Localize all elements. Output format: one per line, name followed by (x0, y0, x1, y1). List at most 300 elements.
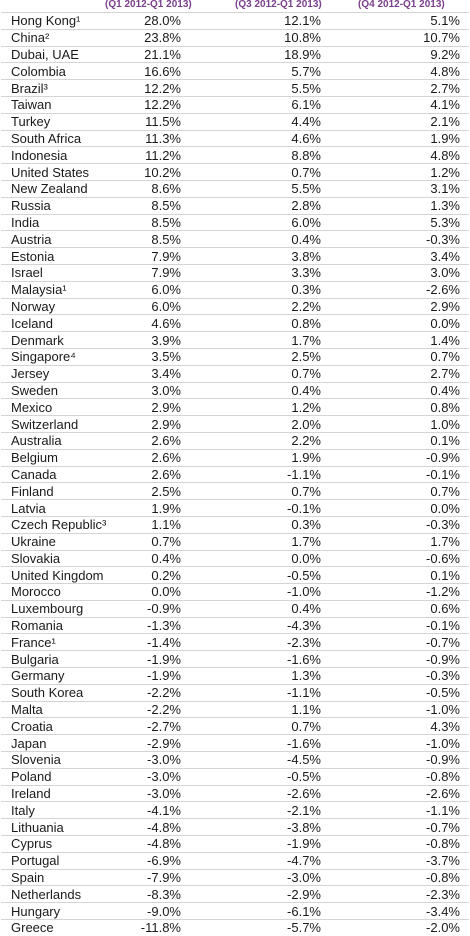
q4-2012-q1-2013-cell: 2.9% (415, 298, 460, 315)
table-row (1, 147, 469, 164)
q1-2012-q1-2013-cell: -4.8% (129, 836, 181, 853)
q1-2012-q1-2013-cell: 2.6% (129, 449, 181, 466)
spacer-cell (181, 516, 265, 533)
spacer-cell (181, 533, 265, 550)
spacer-cell (181, 500, 265, 517)
country-cell: Denmark (1, 332, 129, 349)
spacer-cell (321, 332, 415, 349)
q3-2012-q1-2013-cell: -2.6% (265, 785, 321, 802)
spacer-cell (460, 432, 469, 449)
table-row (1, 416, 469, 433)
spacer-cell (181, 29, 265, 46)
spacer-cell (181, 684, 265, 701)
spacer-cell (321, 432, 415, 449)
q1-2012-q1-2013-cell: 8.6% (129, 180, 181, 197)
spacer-cell (460, 903, 469, 920)
q3-2012-q1-2013-cell: -3.0% (265, 869, 321, 886)
q1-2012-q1-2013-cell: 7.9% (129, 248, 181, 265)
country-cell: Netherlands (1, 886, 129, 903)
q1-2012-q1-2013-cell: -1.9% (129, 668, 181, 685)
q3-2012-q1-2013-cell: -1.6% (265, 651, 321, 668)
q4-2012-q1-2013-cell: -0.7% (415, 819, 460, 836)
country-cell: Taiwan (1, 96, 129, 113)
country-cell: Malta (1, 701, 129, 718)
q3-2012-q1-2013-cell: -1.9% (265, 836, 321, 853)
spacer-cell (460, 533, 469, 550)
spacer-cell (181, 332, 265, 349)
country-cell: Dubai, UAE (1, 46, 129, 63)
spacer-cell (181, 432, 265, 449)
spacer-cell (181, 180, 265, 197)
table-row (1, 567, 469, 584)
q1-2012-q1-2013-cell: -0.9% (129, 600, 181, 617)
q3-2012-q1-2013-cell: -0.1% (265, 500, 321, 517)
spacer-cell (181, 214, 265, 231)
q4-2012-q1-2013-cell: 2.1% (415, 113, 460, 130)
spacer-cell (460, 584, 469, 601)
q3-2012-q1-2013-cell: -0.5% (265, 768, 321, 785)
spacer-cell (181, 382, 265, 399)
spacer-cell (181, 584, 265, 601)
q3-2012-q1-2013-cell: 0.8% (265, 315, 321, 332)
table-body (1, 13, 469, 936)
q4-2012-q1-2013-cell: -0.9% (415, 752, 460, 769)
spacer-cell (460, 264, 469, 281)
q1-2012-q1-2013-cell: -11.8% (129, 920, 181, 936)
country-cell: New Zealand (1, 180, 129, 197)
q4-2012-q1-2013-cell: -2.6% (415, 281, 460, 298)
country-cell: Poland (1, 768, 129, 785)
table-row (1, 315, 469, 332)
table-row (1, 886, 469, 903)
spacer-cell (321, 130, 415, 147)
spacer-cell (321, 752, 415, 769)
q4-2012-q1-2013-cell: 4.1% (415, 96, 460, 113)
table-row (1, 298, 469, 315)
q4-2012-q1-2013-cell: -2.0% (415, 920, 460, 936)
country-cell: Hungary (1, 903, 129, 920)
country-cell: Belgium (1, 449, 129, 466)
table-row (1, 819, 469, 836)
spacer-cell (460, 550, 469, 567)
spacer-cell (181, 113, 265, 130)
spacer-cell (460, 752, 469, 769)
q1-2012-q1-2013-cell: 8.5% (129, 197, 181, 214)
table-row (1, 718, 469, 735)
q4-2012-q1-2013-cell: -0.3% (415, 516, 460, 533)
q4-2012-q1-2013-cell: 4.8% (415, 147, 460, 164)
spacer-cell (321, 668, 415, 685)
country-cell: Indonesia (1, 147, 129, 164)
spacer-cell (321, 248, 415, 265)
table-row (1, 264, 469, 281)
spacer-cell (321, 80, 415, 97)
q3-2012-q1-2013-cell: 1.3% (265, 668, 321, 685)
spacer-cell (181, 13, 265, 30)
table-row (1, 365, 469, 382)
q3-2012-q1-2013-cell: 3.3% (265, 264, 321, 281)
spacer-cell (321, 214, 415, 231)
q1-2012-q1-2013-cell: 3.0% (129, 382, 181, 399)
spacer-cell (321, 634, 415, 651)
table-row (1, 449, 469, 466)
spacer-cell (321, 180, 415, 197)
country-cell: Portugal (1, 852, 129, 869)
spacer-cell (460, 147, 469, 164)
spacer-cell (181, 903, 265, 920)
spacer-cell (181, 416, 265, 433)
q3-2012-q1-2013-cell: 2.8% (265, 197, 321, 214)
country-cell: Spain (1, 869, 129, 886)
table-row (1, 348, 469, 365)
spacer-cell (460, 29, 469, 46)
q4-2012-q1-2013-cell: -1.0% (415, 701, 460, 718)
q1-2012-q1-2013-cell: -9.0% (129, 903, 181, 920)
spacer-cell (181, 819, 265, 836)
q3-2012-q1-2013-cell: 1.7% (265, 533, 321, 550)
spacer-cell (321, 147, 415, 164)
table-row (1, 13, 469, 30)
spacer-cell (460, 802, 469, 819)
country-cell: United Kingdom (1, 567, 129, 584)
table-row (1, 802, 469, 819)
country-cell: United States (1, 164, 129, 181)
country-cell: Croatia (1, 718, 129, 735)
spacer-cell (181, 735, 265, 752)
q3-2012-q1-2013-cell: 0.4% (265, 231, 321, 248)
q3-2012-q1-2013-cell: 18.9% (265, 46, 321, 63)
q3-2012-q1-2013-cell: -6.1% (265, 903, 321, 920)
q1-2012-q1-2013-cell: 0.2% (129, 567, 181, 584)
table-row (1, 516, 469, 533)
table-row (1, 852, 469, 869)
spacer-cell (321, 533, 415, 550)
table-row (1, 684, 469, 701)
q3-2012-q1-2013-cell: 0.7% (265, 718, 321, 735)
q1-2012-q1-2013-cell: 0.4% (129, 550, 181, 567)
price-change-table-page (1, 0, 469, 936)
q1-2012-q1-2013-cell: -4.8% (129, 819, 181, 836)
spacer-cell (321, 29, 415, 46)
country-cell: France¹ (1, 634, 129, 651)
q3-2012-q1-2013-cell: -2.3% (265, 634, 321, 651)
spacer-cell (321, 13, 415, 30)
q1-2012-q1-2013-cell: 23.8% (129, 29, 181, 46)
country-cell: Morocco (1, 584, 129, 601)
spacer-cell (321, 500, 415, 517)
spacer-cell (321, 718, 415, 735)
spacer-cell (181, 718, 265, 735)
q1-2012-q1-2013-cell: -2.2% (129, 701, 181, 718)
table-row (1, 903, 469, 920)
spacer-cell (321, 516, 415, 533)
spacer-cell (181, 668, 265, 685)
spacer-cell (460, 567, 469, 584)
q1-2012-q1-2013-cell: 12.2% (129, 96, 181, 113)
q3-2012-q1-2013-cell: 0.3% (265, 516, 321, 533)
table-row (1, 836, 469, 853)
q1-2012-q1-2013-cell: 2.9% (129, 416, 181, 433)
q3-2012-q1-2013-cell: 3.8% (265, 248, 321, 265)
q1-2012-q1-2013-cell: 6.0% (129, 298, 181, 315)
spacer-cell (460, 852, 469, 869)
spacer-cell (321, 567, 415, 584)
spacer-cell (321, 348, 415, 365)
spacer-cell (321, 46, 415, 63)
spacer-cell (321, 63, 415, 80)
q3-2012-q1-2013-cell: 4.6% (265, 130, 321, 147)
spacer-cell (460, 46, 469, 63)
q4-2012-q1-2013-cell: 0.6% (415, 600, 460, 617)
country-cell: Canada (1, 466, 129, 483)
q1-2012-q1-2013-cell: 2.6% (129, 466, 181, 483)
q3-2012-q1-2013-cell: 1.1% (265, 701, 321, 718)
q4-2012-q1-2013-cell: 2.7% (415, 365, 460, 382)
spacer-cell (321, 920, 415, 936)
q1-2012-q1-2013-cell: 21.1% (129, 46, 181, 63)
q1-2012-q1-2013-cell: 10.2% (129, 164, 181, 181)
country-cell: Latvia (1, 500, 129, 517)
q4-2012-q1-2013-cell: -0.8% (415, 768, 460, 785)
spacer-cell (181, 920, 265, 936)
q4-2012-q1-2013-cell: 4.8% (415, 63, 460, 80)
table-row (1, 869, 469, 886)
spacer-cell (460, 634, 469, 651)
spacer-cell (460, 651, 469, 668)
spacer-cell (460, 197, 469, 214)
spacer-cell (460, 449, 469, 466)
country-cell: Israel (1, 264, 129, 281)
country-cell: Germany (1, 668, 129, 685)
country-cell: Ireland (1, 785, 129, 802)
spacer-cell (181, 248, 265, 265)
spacer-cell (460, 701, 469, 718)
q1-2012-q1-2013-cell: 12.2% (129, 80, 181, 97)
spacer-cell (460, 348, 469, 365)
spacer-cell (181, 617, 265, 634)
q1-2012-q1-2013-cell: -1.9% (129, 651, 181, 668)
table-row (1, 483, 469, 500)
q3-2012-q1-2013-cell: 0.3% (265, 281, 321, 298)
q4-2012-q1-2013-cell: -0.1% (415, 466, 460, 483)
spacer-cell (321, 399, 415, 416)
table-row (1, 785, 469, 802)
q1-2012-q1-2013-cell: 3.9% (129, 332, 181, 349)
spacer-cell (460, 466, 469, 483)
spacer-cell (181, 600, 265, 617)
spacer-cell (321, 701, 415, 718)
q3-2012-q1-2013-cell: -4.3% (265, 617, 321, 634)
spacer-cell (460, 130, 469, 147)
spacer-cell (460, 113, 469, 130)
q4-2012-q1-2013-cell: -1.0% (415, 735, 460, 752)
table-row (1, 180, 469, 197)
header-q4-2012-q1-2013: (Q4 2012-Q1 2013) (358, 0, 445, 10)
spacer-cell (321, 684, 415, 701)
spacer-cell (321, 651, 415, 668)
q4-2012-q1-2013-cell: 3.4% (415, 248, 460, 265)
q4-2012-q1-2013-cell: 5.1% (415, 13, 460, 30)
q3-2012-q1-2013-cell: 6.0% (265, 214, 321, 231)
spacer-cell (181, 550, 265, 567)
q1-2012-q1-2013-cell: 1.1% (129, 516, 181, 533)
q3-2012-q1-2013-cell: 5.5% (265, 180, 321, 197)
spacer-cell (460, 231, 469, 248)
spacer-cell (321, 281, 415, 298)
q1-2012-q1-2013-cell: -1.4% (129, 634, 181, 651)
q1-2012-q1-2013-cell: 2.9% (129, 399, 181, 416)
q4-2012-q1-2013-cell: -0.9% (415, 651, 460, 668)
spacer-cell (181, 164, 265, 181)
table-row (1, 382, 469, 399)
country-cell: Mexico (1, 399, 129, 416)
table-row (1, 399, 469, 416)
spacer-cell (181, 466, 265, 483)
spacer-cell (460, 500, 469, 517)
spacer-cell (181, 96, 265, 113)
spacer-cell (321, 852, 415, 869)
table-row (1, 130, 469, 147)
spacer-cell (321, 416, 415, 433)
spacer-cell (181, 298, 265, 315)
q1-2012-q1-2013-cell: 28.0% (129, 13, 181, 30)
q4-2012-q1-2013-cell: -0.3% (415, 668, 460, 685)
spacer-cell (321, 836, 415, 853)
spacer-cell (460, 886, 469, 903)
country-cell: Romania (1, 617, 129, 634)
table-row (1, 80, 469, 97)
q1-2012-q1-2013-cell: 8.5% (129, 231, 181, 248)
spacer-cell (321, 315, 415, 332)
country-cell: Estonia (1, 248, 129, 265)
table-row (1, 197, 469, 214)
q4-2012-q1-2013-cell: 2.7% (415, 80, 460, 97)
table-row (1, 584, 469, 601)
q3-2012-q1-2013-cell: 1.2% (265, 399, 321, 416)
spacer-cell (321, 382, 415, 399)
spacer-cell (460, 483, 469, 500)
q1-2012-q1-2013-cell: 11.2% (129, 147, 181, 164)
spacer-cell (460, 735, 469, 752)
country-cell: Ukraine (1, 533, 129, 550)
q4-2012-q1-2013-cell: -0.5% (415, 684, 460, 701)
q3-2012-q1-2013-cell: -2.1% (265, 802, 321, 819)
q4-2012-q1-2013-cell: 1.2% (415, 164, 460, 181)
spacer-cell (181, 197, 265, 214)
table-row (1, 281, 469, 298)
q3-2012-q1-2013-cell: -0.5% (265, 567, 321, 584)
q4-2012-q1-2013-cell: -0.8% (415, 869, 460, 886)
column-header-row (1, 0, 469, 12)
q4-2012-q1-2013-cell: -0.7% (415, 634, 460, 651)
q1-2012-q1-2013-cell: 0.7% (129, 533, 181, 550)
spacer-cell (460, 96, 469, 113)
country-cell: Greece (1, 920, 129, 936)
q3-2012-q1-2013-cell: 2.2% (265, 298, 321, 315)
q3-2012-q1-2013-cell: 0.4% (265, 382, 321, 399)
table-row (1, 113, 469, 130)
country-cell: Russia (1, 197, 129, 214)
q3-2012-q1-2013-cell: 1.7% (265, 332, 321, 349)
q4-2012-q1-2013-cell: 0.1% (415, 567, 460, 584)
q4-2012-q1-2013-cell: -2.6% (415, 785, 460, 802)
table-row (1, 96, 469, 113)
country-cell: Japan (1, 735, 129, 752)
spacer-cell (321, 869, 415, 886)
q4-2012-q1-2013-cell: 1.0% (415, 416, 460, 433)
spacer-cell (321, 483, 415, 500)
q4-2012-q1-2013-cell: 1.3% (415, 197, 460, 214)
country-cell: Norway (1, 298, 129, 315)
table-row (1, 651, 469, 668)
q3-2012-q1-2013-cell: -5.7% (265, 920, 321, 936)
q4-2012-q1-2013-cell: 10.7% (415, 29, 460, 46)
q3-2012-q1-2013-cell: -1.6% (265, 735, 321, 752)
spacer-cell (321, 164, 415, 181)
q3-2012-q1-2013-cell: 1.9% (265, 449, 321, 466)
spacer-cell (321, 298, 415, 315)
table-row (1, 533, 469, 550)
q4-2012-q1-2013-cell: -3.7% (415, 852, 460, 869)
country-cell: Malaysia¹ (1, 281, 129, 298)
q3-2012-q1-2013-cell: 8.8% (265, 147, 321, 164)
q3-2012-q1-2013-cell: 10.8% (265, 29, 321, 46)
spacer-cell (321, 231, 415, 248)
q4-2012-q1-2013-cell: -1.2% (415, 584, 460, 601)
country-cell: Luxembourg (1, 600, 129, 617)
q4-2012-q1-2013-cell: -0.9% (415, 449, 460, 466)
q3-2012-q1-2013-cell: -1.1% (265, 684, 321, 701)
q1-2012-q1-2013-cell: 16.6% (129, 63, 181, 80)
q4-2012-q1-2013-cell: -0.6% (415, 550, 460, 567)
country-cell: Brazil³ (1, 80, 129, 97)
spacer-cell (181, 752, 265, 769)
country-cell: India (1, 214, 129, 231)
table-row (1, 701, 469, 718)
q1-2012-q1-2013-cell: 11.3% (129, 130, 181, 147)
q4-2012-q1-2013-cell: 1.7% (415, 533, 460, 550)
country-cell: China² (1, 29, 129, 46)
spacer-cell (460, 416, 469, 433)
q3-2012-q1-2013-cell: 2.5% (265, 348, 321, 365)
country-cell: Italy (1, 802, 129, 819)
spacer-cell (321, 113, 415, 130)
table-row (1, 46, 469, 63)
q4-2012-q1-2013-cell: 3.1% (415, 180, 460, 197)
q3-2012-q1-2013-cell: 0.7% (265, 483, 321, 500)
spacer-cell (460, 214, 469, 231)
q1-2012-q1-2013-cell: 2.5% (129, 483, 181, 500)
table-row (1, 550, 469, 567)
country-cell: Turkey (1, 113, 129, 130)
q3-2012-q1-2013-cell: 0.7% (265, 164, 321, 181)
spacer-cell (181, 852, 265, 869)
spacer-cell (460, 298, 469, 315)
header-q1-2012-q1-2013: (Q1 2012-Q1 2013) (105, 0, 192, 10)
spacer-cell (460, 382, 469, 399)
q1-2012-q1-2013-cell: -4.1% (129, 802, 181, 819)
spacer-cell (460, 819, 469, 836)
q4-2012-q1-2013-cell: 1.4% (415, 332, 460, 349)
country-cell: Slovenia (1, 752, 129, 769)
q1-2012-q1-2013-cell: 11.5% (129, 113, 181, 130)
spacer-cell (321, 466, 415, 483)
spacer-cell (321, 802, 415, 819)
spacer-cell (181, 567, 265, 584)
table-row (1, 164, 469, 181)
spacer-cell (181, 365, 265, 382)
q3-2012-q1-2013-cell: 0.0% (265, 550, 321, 567)
